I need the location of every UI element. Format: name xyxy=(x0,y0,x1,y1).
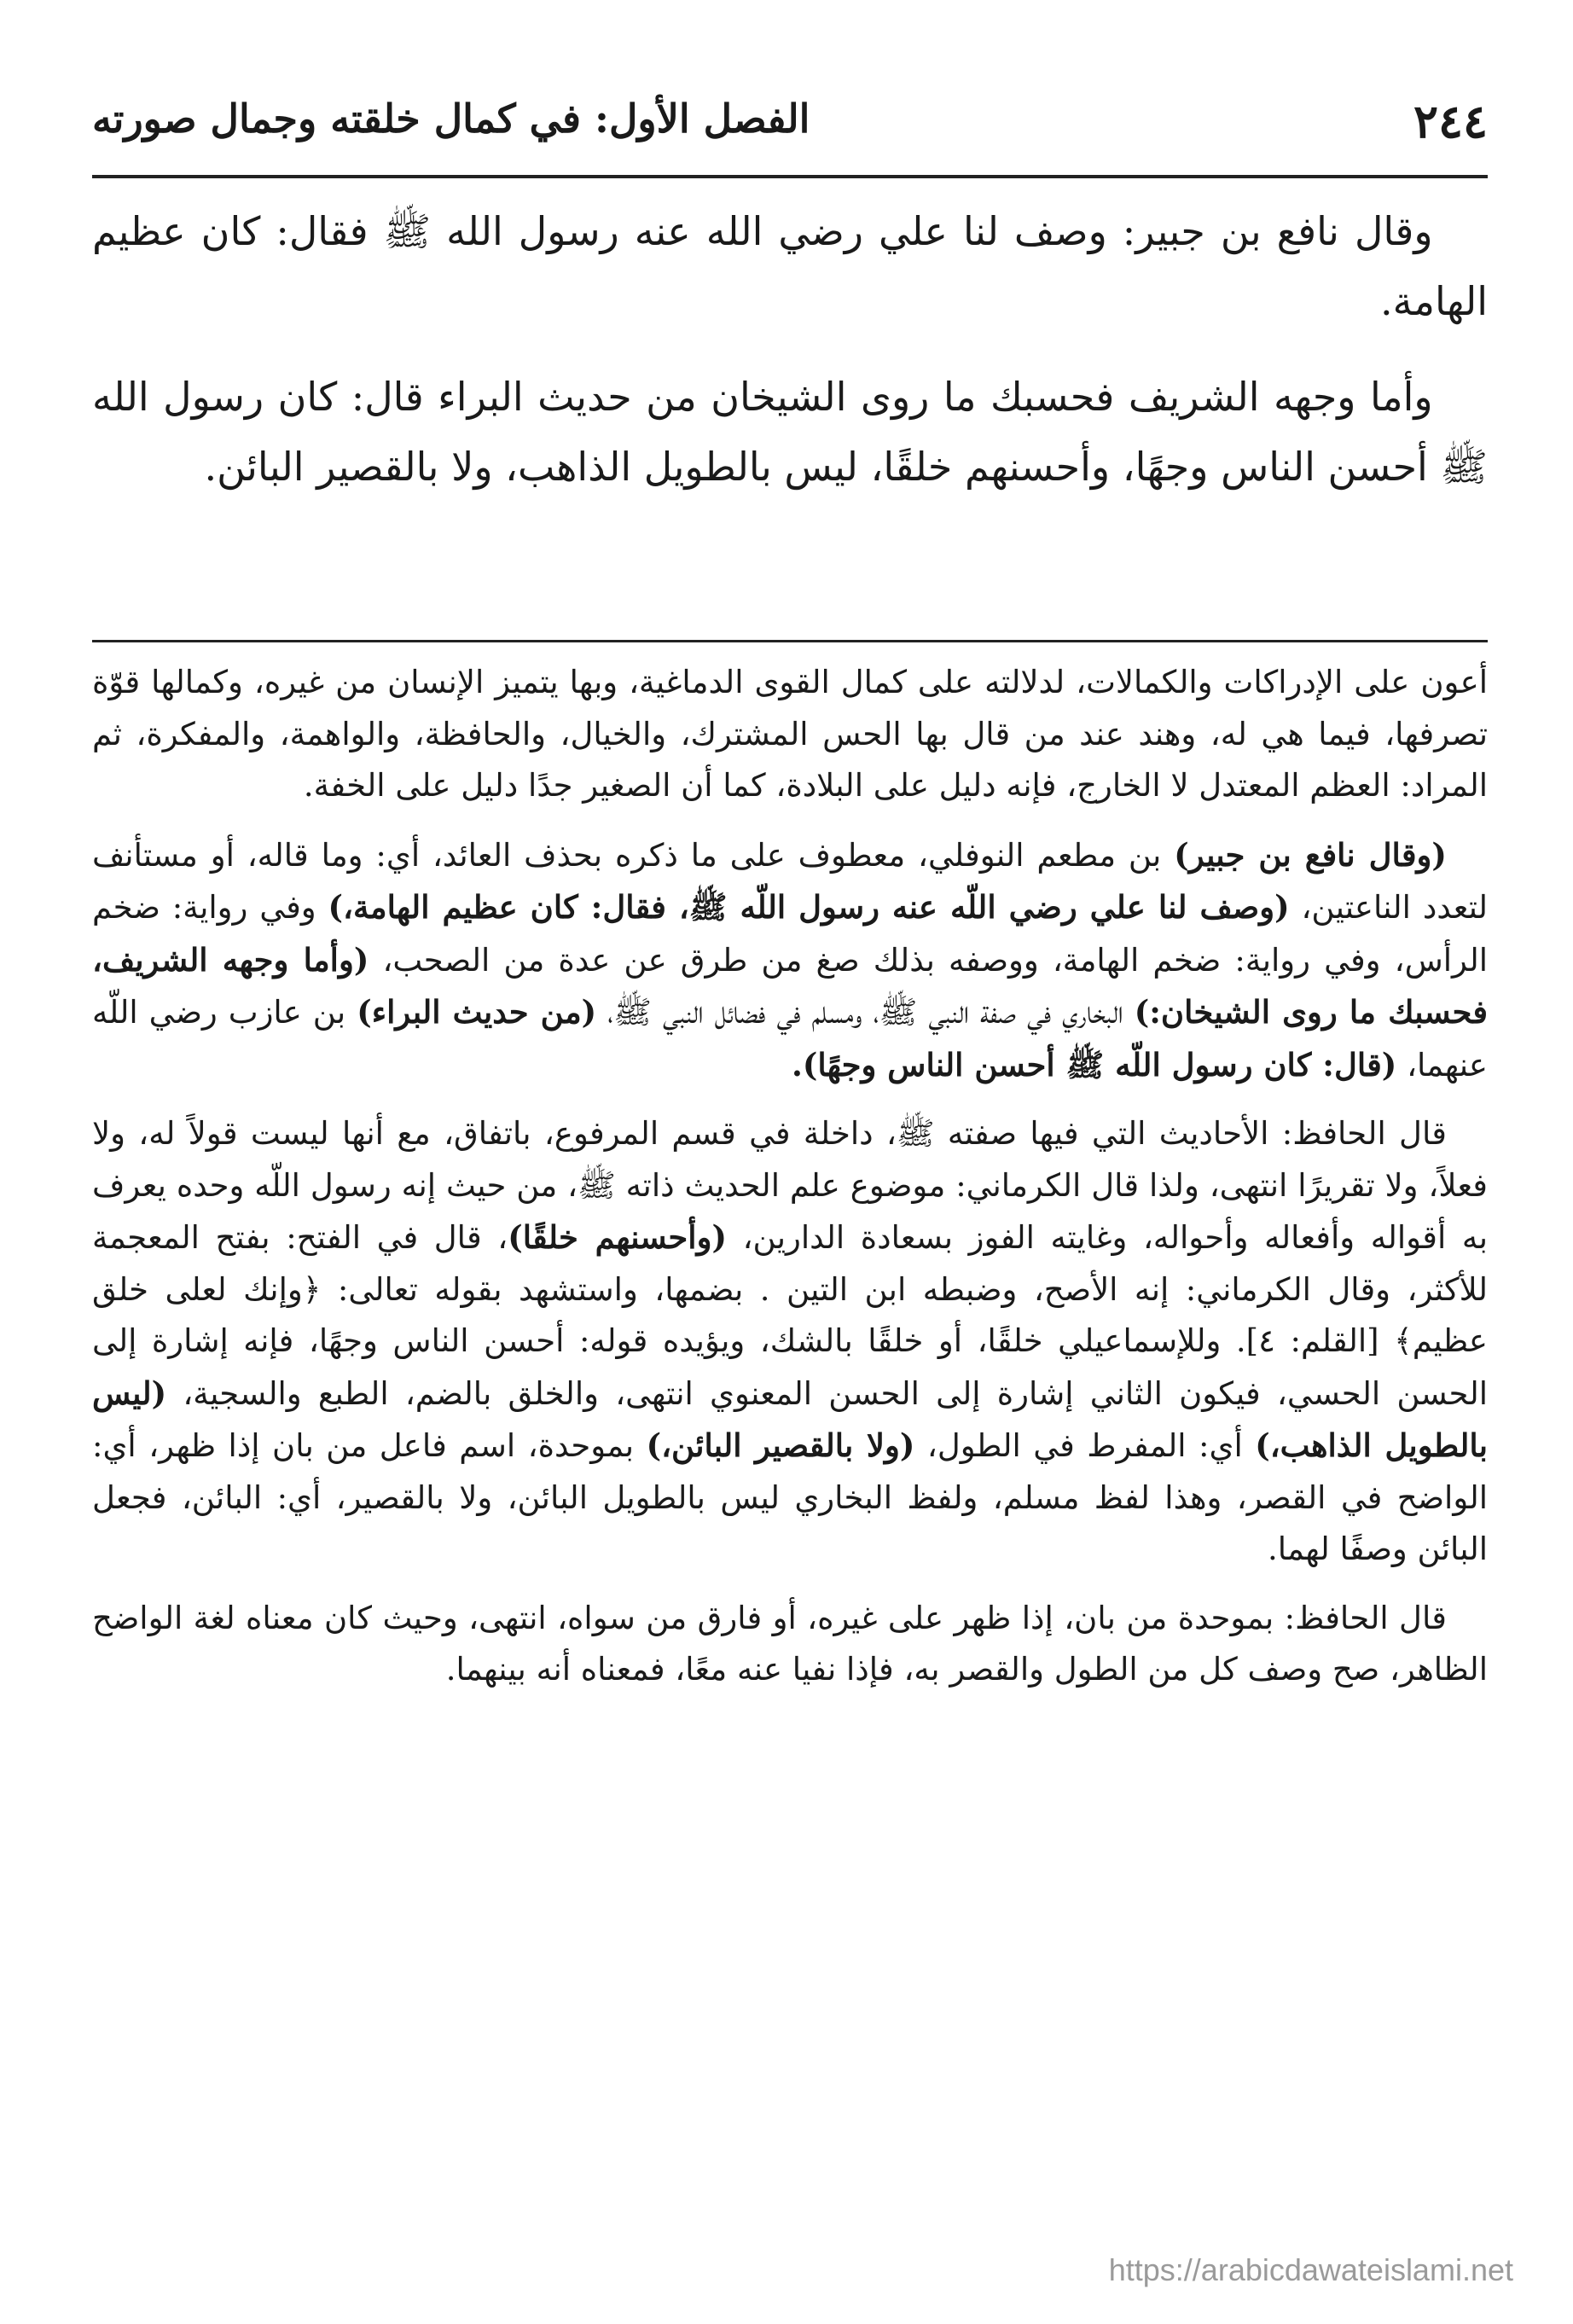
footnote-separator xyxy=(92,640,1488,642)
commentary-text: أي: المفرط في الطول، xyxy=(914,1427,1256,1464)
watermark: https://arabicdawateislami.net xyxy=(1108,2252,1513,2287)
quoted-text: (وأما وجهه الشريف، فحسبك ما روى الشيخان:) xyxy=(92,940,1489,1031)
quoted-text: (وقال نافع بن جبير) xyxy=(1174,835,1447,874)
commentary-text: ، قال في الفتح: بفتح المعجمة للأكثر، وقال الكرماني: إنه الأصح، وضبطه ابن التين . بضمها، واستشهد بقوله تعالى: ﴿وإنك لعلى خلق عظيم﴾ [القلم: ٤]. وللإسماعيلي خلقًا، أو خلقًا بالشك، ويؤيده قوله: أحسن الناس وجهًا، فإنه إشارة إلى الحسن الحسي، فيكون الثاني إشارة إلى الحسن المعنوي انتهى، والخلق بالضم، الطبع والسجية، xyxy=(92,1219,1488,1412)
commentary-paragraph: أعون على الإدراكات والكمالات، لدلالته على كمال القوى الدماغية، وبها يتميز الإنسان من غيره، وكمالها قوّة تصرفها، فيما هي له، وهند عند من قال بها الحس المشترك، والخيال، والحافظة، والواهمة، والمفكرة، ثم المراد: العظم المعتدل لا الخارج، فإنه دليل على البلادة، كما أن الصغير جدًا دليل على الخفة. xyxy=(92,664,1488,804)
quoted-text: (ولا بالقصير البائن،) xyxy=(646,1426,915,1464)
main-paragraph: وقال نافع بن جبير: وصف لنا علي رضي الله عنه رسول الله ﷺ فقال: كان عظيم الهامة. xyxy=(92,208,1488,324)
main-text xyxy=(92,196,1488,527)
main-paragraph: وأما وجهه الشريف فحسبك ما روى الشيخان من حديث البراء قال: كان رسول الله ﷺ أحسن الناس وجهًا، وأحسنهم خلقًا، ليس بالطويل الذاهب، ولا بالقصير البائن. xyxy=(92,374,1488,490)
commentary-text: قال الحافظ: الأحاديث التي فيها صفته ﷺ، داخلة في قسم المرفوع، باتفاق، مع أنها ليست قولاً له، ولا فعلاً، ولا تقريرًا انتهى، ولذا قال الكرماني: موضوع علم الحديث ذاته ﷺ، من حيث إنه رسول اللّه وحده يعرف به أقواله وأفعاله وأحواله، وغايته الفوز بسعادة الدارين، xyxy=(92,1115,1488,1256)
commentary-paragraph xyxy=(92,829,1488,1092)
commentary-paragraph xyxy=(92,1108,1488,1576)
commentary-text: وفي رواية: ضخم الرأس، وفي رواية: ضخم الهامة، ووصفه بذلك صغ من طرق عن عدة من الصحب، xyxy=(92,889,1488,979)
quoted-text: (قال: كان رسول اللّه ﷺ أحسن الناس وجهًا). xyxy=(791,1045,1397,1084)
quoted-text: (ليس بالطويل الذاهب،) xyxy=(92,1374,1488,1464)
header-rule xyxy=(92,175,1488,178)
commentary-text: بن مطعم النوفلي، معطوف على ما ذكره بحذف العائد، أي: وما قاله، أو مستأنف لتعدد الناعتين، xyxy=(92,836,1489,926)
commentary-text: بموحدة، اسم فاعل من بان إذا ظهر، أي: الواضح في القصر، وهذا لفظ مسلم، ولفظ البخاري ليس بالطويل البائن، ولا بالقصير، أي: البائن، فجعل البائن وصفًا لهما. xyxy=(92,1427,1488,1567)
quoted-text: (وأحسنهم خلقًا) xyxy=(508,1218,727,1256)
commentary-text: البخاري في صفة النبي ﷺ، ومسلم في فضائل النبي ﷺ، xyxy=(596,994,1135,1031)
running-title: الفصل الأول: في كمال خلقته وجمال صورته xyxy=(92,96,810,142)
page-header xyxy=(92,84,1488,160)
commentary xyxy=(92,657,1488,1713)
commentary-paragraph: قال الحافظ: بموحدة من بان، إذا ظهر على غيره، أو فارق من سواه، انتهى، وحيث كان معناه لغة الواضح الظاهر، صح وصف كل من الطول والقصر به، فإذا نفيا عنه معًا، فمعناه أنه بينهما. xyxy=(92,1599,1488,1688)
quoted-text: (وصف لنا علي رضي اللّه عنه رسول اللّه ﷺ، فقال: كان عظيم الهامة،) xyxy=(328,888,1290,926)
commentary-text: بن عازب رضي اللّه عنهما، xyxy=(92,994,1488,1084)
quoted-text: (من حديث البراء) xyxy=(357,993,597,1031)
page-number: ٢٤٤ xyxy=(1413,94,1488,148)
